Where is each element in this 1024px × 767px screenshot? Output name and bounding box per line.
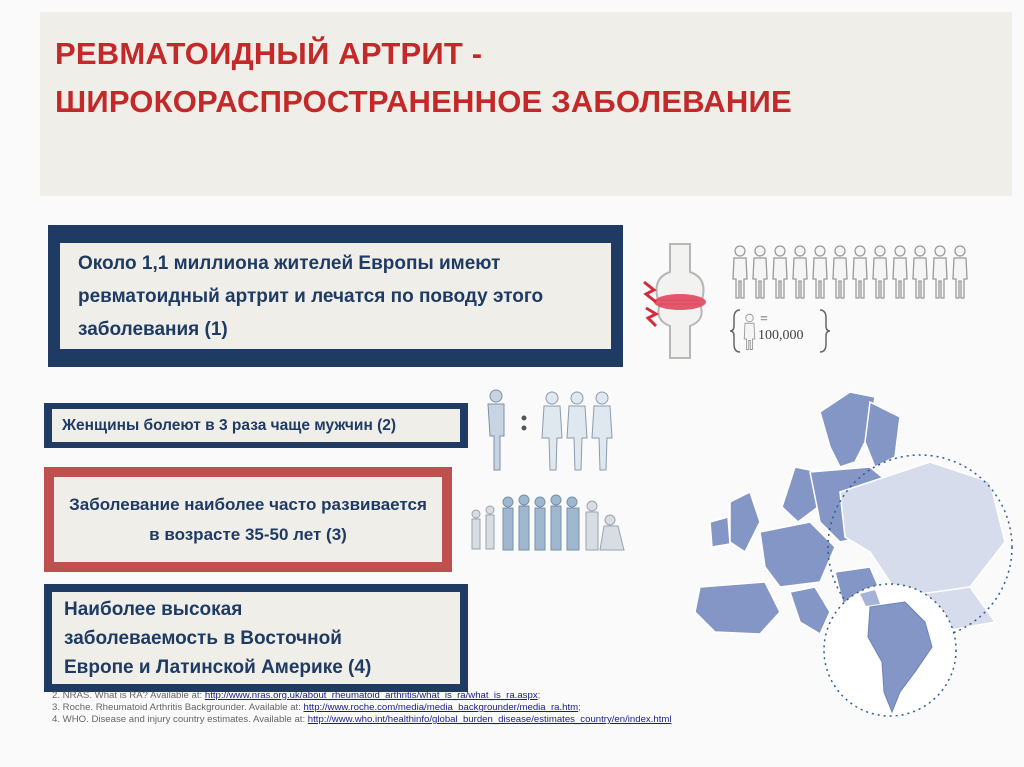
age-groups-figures-icon xyxy=(468,490,628,554)
reference-2-link[interactable]: http://www.nras.org.uk/about_rheumatoid_arthritis/what_is_ra/what_is_ra.aspx xyxy=(204,690,538,701)
reference-4-link[interactable]: http://www.who.int/healthinfo/global_burden_disease/estimates_country/en/index.html xyxy=(307,714,672,725)
fact-incidence-text xyxy=(52,592,460,684)
incidence-line-3: Европе и Латинской Америке (4) xyxy=(64,656,372,678)
reference-4: 4. WHO. Disease and injury country estimates. Available at: http://www.who.int/healthinfo/global_burden_disease/estimates_country/en/index.html xyxy=(52,714,672,725)
reference-3: 3. Roche. Rheumatoid Arthritis Backgrounder. Available at: http://www.roche.com/media/media_backgrounder/media_ra.htm; xyxy=(52,702,581,713)
reference-2: 2. NRAS. What is RA? Available at: http://www.nras.org.uk/about_rheumatoid_arthritis/what_is_ra/what_is_ra.aspx; xyxy=(52,690,541,701)
references xyxy=(52,690,832,726)
fact-women-text: Женщины болеют в 3 раза чаще мужчин (2) xyxy=(52,409,460,442)
title-line-1: РЕВМАТОИДНЫЙ АРТРИТ - xyxy=(55,36,483,71)
men-women-figures-icon xyxy=(480,388,620,474)
legend-value: 100,000 xyxy=(758,328,804,343)
population-figures-icon xyxy=(730,243,980,303)
legend-equals: = xyxy=(760,312,768,327)
fact-box-europe xyxy=(48,225,623,367)
fact-age-text: Заболевание наиболее часто развивается в возрасте 35-50 лет (3) xyxy=(54,477,442,562)
fact-europe-text: Около 1,1 миллиона жителей Европы имеют ревматоидный артрит и лечатся по поводу этого заболевания (1) xyxy=(60,243,611,349)
incidence-line-1: Наиболее высокая xyxy=(64,598,243,620)
europe-latin-america-map xyxy=(670,372,1020,717)
fact-box-incidence xyxy=(44,584,468,692)
fact-box-women xyxy=(44,403,468,448)
title-line-2: ШИРОКОРАСПРОСТРАНЕННОЕ ЗАБОЛЕВАНИЕ xyxy=(55,84,792,119)
slide-title xyxy=(55,30,975,126)
knee-joint-icon xyxy=(640,242,720,360)
incidence-line-2: заболеваемость в Восточной xyxy=(64,627,342,649)
reference-3-link[interactable]: http://www.roche.com/media/media_backgrounder/media_ra.htm xyxy=(303,702,579,713)
fact-box-age xyxy=(44,467,452,572)
